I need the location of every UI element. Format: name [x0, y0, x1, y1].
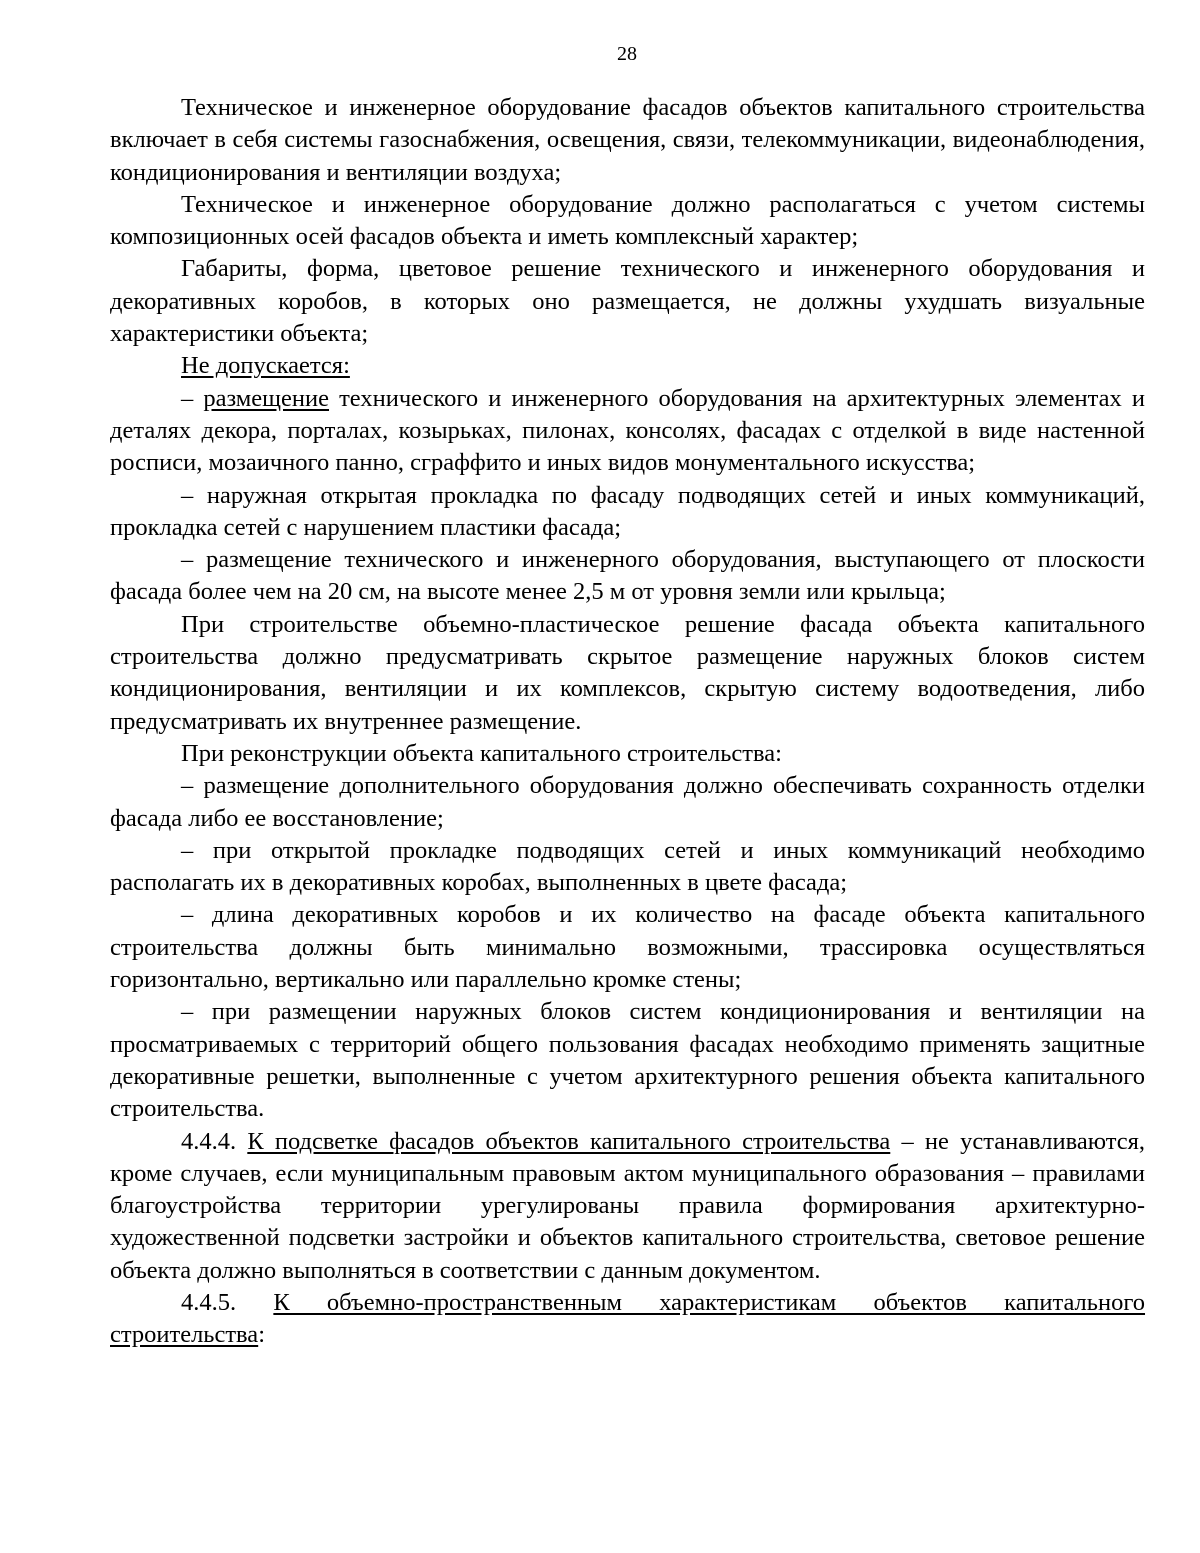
not-allowed-heading: Не допускается: — [181, 352, 350, 380]
section-text: : — [258, 1321, 265, 1349]
page-number: 28 — [617, 43, 637, 65]
section-number: 4.4.4. — [181, 1127, 248, 1155]
list-item-additional-equipment: – размещение дополнительного оборудования должно обеспечивать сохранность отделки фасада либо ее восстановление; — [110, 772, 1145, 832]
paragraph-equipment-composition: Техническое и инженерное оборудование фасадов объектов капитального строительства включает в себя системы газоснабжения, освещения, связи, телекоммуникации, видеонаблюдения, кондиционирования и вентиляции воздуха; — [110, 94, 1145, 186]
section-4-4-4 — [110, 1126, 1145, 1287]
paragraph-equipment-placement: Техническое и инженерное оборудование должно располагаться с учетом системы композиционных осей фасадов объекта и иметь комплексный характер; — [110, 190, 1145, 251]
list-item-protruding-equipment: – размещение технического и инженерного оборудования, выступающего от плоскости фасада более чем на 20 см, на высоте менее 2,5 м от уровня земли или крыльца; — [110, 546, 1145, 606]
list-item-decorative-boxes: – при открытой прокладке подводящих сетей и иных коммуникаций необходимо располагать их в декоративных коробах, выполненных в цвете фасада; — [110, 836, 1145, 897]
paragraph-equipment-dimensions: Габариты, форма, цветовое решение технического и инженерного оборудования и декоративных коробов, в которых оно размещается, не должны ухудшать визуальные характеристики объекта; — [110, 255, 1145, 348]
list-item-open-laying: – наружная открытая прокладка по фасаду подводящих сетей и иных коммуникаций, прокладка сетей с нарушением пластики фасада; — [110, 481, 1145, 541]
list-item-text: технического и инженерного оборудования на архитектурных элементах и деталях декора, порталах, козырьках, пилонах, консолях, фасадах с отделкой в виде настенной росписи, мозаичного панно, сграффито и иных видов монументального искусства; — [110, 384, 1145, 477]
section-4-4-5 — [110, 1287, 1145, 1352]
paragraph-reconstruction-heading: При реконструкции объекта капитального строительства: — [181, 739, 782, 767]
list-item-placement-on-decor — [110, 383, 1145, 480]
dash: – — [181, 384, 204, 412]
underlined-term: размещение — [203, 384, 330, 412]
section-heading: К объемно-пространственным характеристикам объектов капитального строительства — [110, 1288, 1146, 1349]
paragraph-construction-solution: При строительстве объемно-пластическое решение фасада объекта капитального строительства должно предусматривать скрытое размещение наружных блоков систем кондиционирования, вентиляции и их комплексов, скрытую систему водоотведения, либо предусматривать их внутреннее размещение. — [110, 610, 1145, 735]
section-number: 4.4.5. — [181, 1288, 274, 1316]
list-item-protective-grilles: – при размещении наружных блоков систем кондиционирования и вентиляции на просматриваемых с территорий общего пользования фасадах необходимо применять защитные декоративные решетки, выполненные с учетом архитектурного решения объекта капитального строительства. — [110, 998, 1145, 1123]
section-text: – не устанавливаются, кроме случаев, если муниципальным правовым актом муниципального образования – правилами благоустройства территории урегулированы правила формирования архитектурно-художественной подсветки застройки и объектов капитального строительства, световое решение объекта должно выполняться в соответствии с данным документом. — [110, 1127, 1146, 1284]
document-body — [110, 92, 1145, 1352]
list-item-box-length: – длина декоративных коробов и их количество на фасаде объекта капитального строительства должны быть минимально возможными, трассировка осуществляться горизонтально, вертикально или параллельно кромке стены; — [110, 901, 1145, 994]
section-heading: К подсветке фасадов объектов капитального строительства — [247, 1127, 891, 1155]
paragraph-not-allowed-heading — [110, 350, 1145, 382]
